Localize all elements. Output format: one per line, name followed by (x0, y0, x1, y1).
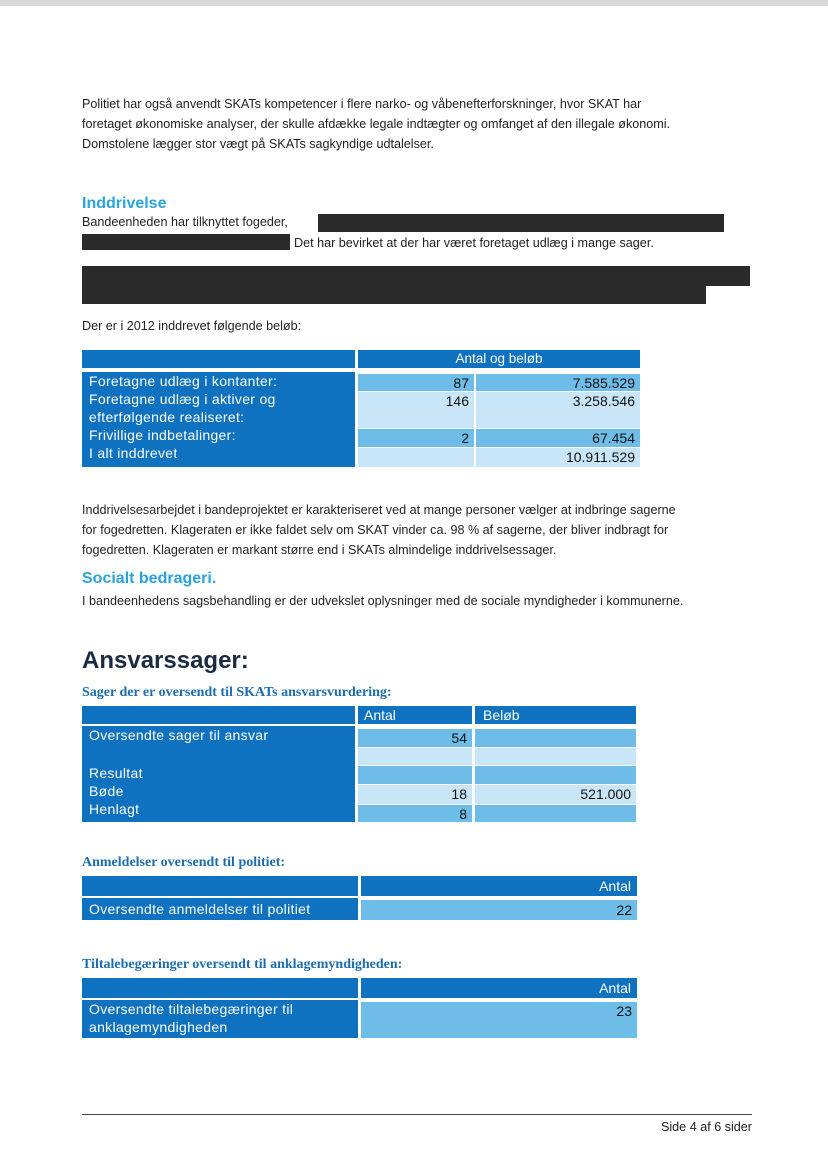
socialt-text: I bandeenhedens sagsbehandling er der udvekslet oplysninger med de sociale myndigheder i kommunerne. (82, 594, 684, 608)
cell-beloeb (475, 805, 636, 822)
table-header-antal-beloeb: Antal og beløb (358, 350, 640, 368)
cell-beloeb (475, 729, 636, 747)
cell-antal: 54 (358, 729, 472, 747)
row-label: Oversendte tiltalebegæringer til (89, 1001, 294, 1017)
row-label: Oversendte sager til ansvar (89, 727, 269, 743)
cell-antal: 146 (358, 392, 474, 428)
table-header-antal: Antal (361, 876, 637, 896)
inddrivelse-line-2: Det har bevirket at der har været foretaget udlæg i mange sager. (294, 236, 654, 250)
cell-empty (358, 766, 472, 784)
cell-antal: 2 (358, 429, 474, 447)
after-line-3: fogedretten. Klageraten er markant større end i SKATs almindelige inddrivelsessager. (82, 543, 557, 557)
table-label-column (82, 726, 355, 822)
cell-antal: 87 (358, 374, 474, 391)
cell-antal: 22 (361, 900, 637, 920)
table-header-antal: Antal (358, 706, 472, 724)
inddrivelse-heading: Inddrivelse (82, 195, 167, 212)
row-label: Foretagne udlæg i kontanter: (89, 373, 278, 389)
inddrivelse-line-1: Bandeenheden har tilknyttet fogeder, (82, 215, 288, 229)
ansvar-subheading-2: Anmeldelser oversendt til politiet: (82, 855, 286, 870)
ansvar-heading: Ansvarssager: (82, 647, 249, 674)
after-line-2: for fogedretten. Klageraten er ikke faldet selv om SKAT vinder ca. 98 % af sagerne, der bliver indbragt for (82, 523, 669, 537)
table-header-blank (82, 876, 358, 896)
table-header-antal: Antal (361, 978, 637, 998)
table-label-column (82, 1000, 358, 1038)
cell-beloeb: 521.000 (475, 785, 636, 804)
cell-antal: 23 (361, 1002, 637, 1038)
cell-beloeb: 67.454 (476, 429, 640, 447)
row-label: I alt inddrevet (89, 445, 178, 461)
row-label: Foretagne udlæg i aktiver og (89, 391, 276, 407)
cell-beloeb: 3.258.546 (476, 392, 640, 428)
cell-empty (475, 748, 636, 765)
cell-beloeb: 7.585.529 (476, 374, 640, 391)
cell-beloeb: 10.911.529 (476, 448, 640, 467)
cell-empty (475, 766, 636, 784)
redaction-bar (82, 266, 750, 286)
cell-empty (358, 748, 472, 765)
page-number: Side 4 af 6 sider (660, 1120, 752, 1134)
cell-antal: 8 (358, 805, 472, 822)
page-top-edge (0, 0, 828, 6)
redaction-bar (82, 234, 290, 250)
intro-line-2: foretaget økonomiske analyser, der skulle afdække legale indtægter og omfanget af den illegale økonomi. (82, 117, 671, 131)
row-label: Oversendte anmeldelser til politiet (82, 898, 358, 920)
spacer (89, 744, 355, 764)
redaction-bar (318, 214, 724, 232)
cell-antal (358, 448, 474, 467)
table-header-beloeb: Beløb (475, 706, 636, 724)
row-label: efterfølgende realiseret: (89, 409, 245, 425)
row-label: Resultat (89, 765, 143, 781)
ansvar-subheading-3: Tiltalebegæringer oversendt til anklagemyndigheden: (82, 957, 403, 972)
table-intro: Der er i 2012 inddrevet følgende beløb: (82, 319, 302, 333)
intro-line-3: Domstolene lægger stor vægt på SKATs sagkyndige udtalelser. (82, 137, 434, 151)
row-label: anklagemyndigheden (89, 1019, 228, 1035)
row-label: Henlagt (89, 801, 140, 817)
cell-antal: 18 (358, 785, 472, 804)
redaction-bar (82, 286, 706, 304)
after-line-1: Inddrivelsesarbejdet i bandeprojektet er karakteriseret ved at mange personer vælger at indbringe sagerne (82, 503, 676, 517)
table-header-blank (82, 978, 358, 998)
ansvar-subheading-1: Sager der er oversendt til SKATs ansvarsvurdering: (82, 685, 392, 700)
table-header-blank (82, 706, 355, 724)
intro-line-1: Politiet har også anvendt SKATs kompetencer i flere narko- og våbenefterforskninger, hvor SKAT har (82, 97, 642, 111)
row-label: Bøde (89, 783, 124, 799)
table-label-column (82, 372, 355, 467)
table-header-blank (82, 350, 355, 368)
row-label: Frivillige indbetalinger: (89, 427, 236, 443)
footer-rule (82, 1114, 752, 1115)
socialt-heading: Socialt bedrageri. (82, 570, 217, 587)
